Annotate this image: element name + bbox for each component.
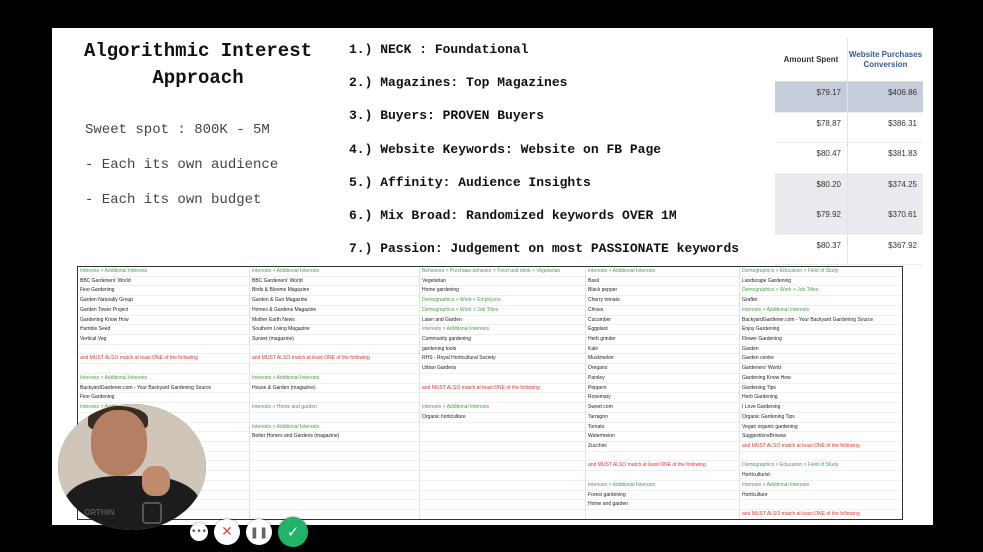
sheet-cell: Landscape Gardening (740, 277, 903, 287)
sheet-cell: Home and garden (586, 500, 739, 510)
amount-cell: $78.87 (816, 118, 841, 128)
step-item: 7.) Passion: Judgement on most PASSIONATE keywords (349, 241, 740, 257)
step-item: 6.) Mix Broad: Randomized keywords OVER 1M (349, 207, 677, 223)
webcam-overlay[interactable] (58, 404, 206, 530)
sheet-cell: Horticulture (740, 491, 903, 501)
sheet-cell (420, 374, 585, 384)
stats-table (775, 38, 923, 265)
sheet-cell: Gardeners' World (740, 364, 903, 374)
sheet-cell: and MUST ALSO match at least ONE of the following (250, 354, 419, 364)
sheet-cell: Interests > Additional Interests (740, 481, 903, 491)
sheet-cell: Birds & Blooms Magazine (250, 286, 419, 296)
sheet-cell (250, 442, 419, 452)
sheet-cell: Basil (586, 277, 739, 287)
sheet-cell: Fine Gardening (78, 286, 249, 296)
sheet-cell: Interests > Additional Interests (420, 403, 585, 413)
sheet-cell: Rosemary (586, 393, 739, 403)
presenter-hand (142, 466, 170, 496)
stats-row (775, 174, 923, 205)
sheet-cell: Horticulturist (740, 471, 903, 481)
step-item: 5.) Affinity: Audience Insights (349, 174, 591, 190)
sheet-cell: Behaviors > Purchase behavior > Food and drink > Vegetarian (420, 267, 585, 277)
sheet-column (420, 267, 586, 520)
sheet-cell: Vegan organic gardening (740, 423, 903, 433)
sheet-cell: and MUST ALSO match at least ONE of the following (78, 354, 249, 364)
sheet-cell (420, 423, 585, 433)
sheet-cell: BBC Gardeners' World (250, 277, 419, 287)
stats-header (775, 38, 923, 82)
step-item: 1.) NECK : Foundational (349, 42, 529, 57)
sheet-cell (250, 471, 419, 481)
sheet-cell: Tomato (586, 423, 739, 433)
sheet-cell (250, 481, 419, 491)
sheet-cell: I Love Gardening (740, 403, 903, 413)
sheet-cell (250, 393, 419, 403)
sheet-cell: Interests > Additional Interests (586, 481, 739, 491)
sheet-cell: Organic Gardening Tips (740, 413, 903, 423)
sheet-cell (78, 345, 249, 355)
sheet-cell: Interests > Additional Interests (250, 423, 419, 433)
amount-cell: $80.20 (816, 179, 841, 189)
sheet-cell: Urban Gardens (420, 364, 585, 374)
sheet-cell: Lawn and Garden (420, 316, 585, 326)
presenter-shirt (64, 476, 200, 530)
sheet-cell: Oregano (586, 364, 739, 374)
sheet-cell: Humble Seed (78, 325, 249, 335)
stats-row (775, 204, 923, 235)
sheet-cell: Enjoy Gardening (740, 325, 903, 335)
sheet-cell: Vegetarian (420, 277, 585, 287)
sheet-cell: BackyardGardener.com - Your Backyard Gardening Source (78, 384, 249, 394)
title-line-1: Algorithmic Interest (83, 40, 313, 62)
sheet-cell: Garden Naturally Group (78, 296, 249, 306)
sheet-cell: and MUST ALSO match at least ONE of the following (740, 510, 903, 520)
sheet-cell (420, 500, 585, 510)
sheet-cell: Garden Tower Project (78, 306, 249, 316)
sheet-cell: Interests > Additional Interests (740, 306, 903, 316)
sheet-cell: Interests > Additional Interests (250, 374, 419, 384)
sheet-cell (586, 471, 739, 481)
sheet-cell: gardening tools (420, 345, 585, 355)
finish-recording-button[interactable]: ✓ (278, 517, 308, 547)
sheet-cell: BBC Gardeners' World (78, 277, 249, 287)
sheet-column (250, 267, 420, 520)
slide-title (62, 38, 334, 92)
sheet-cell: Vertical Veg (78, 335, 249, 345)
sheet-cell: Demographics > Work > Job Titles (740, 286, 903, 296)
sheet-cell: Garden (740, 345, 903, 355)
amount-cell: $79.17 (816, 88, 841, 97)
purchases-cell: $367.92 (847, 235, 923, 265)
stats-row (775, 82, 923, 113)
sheet-cell (250, 345, 419, 355)
sheet-cell: SuggestionsBrowse (740, 432, 903, 442)
sheet-cell: Gardening Tips (740, 384, 903, 394)
notes-list (85, 121, 278, 226)
purchases-header: Website Purchases Conversion (847, 38, 923, 81)
sheet-cell (250, 452, 419, 462)
sheet-cell: Home gardening (420, 286, 585, 296)
sheet-cell: Southern Living Magazine (250, 325, 419, 335)
purchases-cell: $381.83 (847, 143, 923, 173)
sheet-cell (420, 393, 585, 403)
stats-row (775, 235, 923, 266)
sheet-cell: Gardening Know How (740, 374, 903, 384)
sheet-cell: Watermelon (586, 432, 739, 442)
sheet-cell: BackyardGardener.com - Your Backyard Gardening Source (740, 316, 903, 326)
sheet-cell: Cucumber (586, 316, 739, 326)
amount-spent-header: Amount Spent (783, 55, 839, 64)
sheet-cell (420, 510, 585, 520)
sheet-cell: RHS - Royal Horticultural Society (420, 354, 585, 364)
sheet-cell: Interests > Additional Interests (78, 267, 249, 277)
sheet-cell: Interests > Home and garden (250, 403, 419, 413)
discard-recording-button[interactable]: ✕ (214, 519, 240, 545)
note-audience: - Each its own audience (85, 157, 279, 173)
sheet-cell: Herb Gardening (740, 393, 903, 403)
title-line-2: Approach (152, 67, 244, 89)
sheet-cell: Better Homes and Gardens (magazine) (250, 432, 419, 442)
sheet-cell (78, 364, 249, 374)
sheet-cell: Sunset (magazine) (250, 335, 419, 345)
sheet-cell: Demographics > Work > Job Titles (420, 306, 585, 316)
sheet-cell: and MUST ALSO match at least ONE of the following (740, 442, 903, 452)
stats-row (775, 143, 923, 174)
sheet-cell: Interests > Additional Interests (250, 267, 419, 277)
sheet-cell: Demographics > Education > Field of Study (740, 461, 903, 471)
sheet-cell (586, 452, 739, 462)
shirt-text: ORTHIN (84, 508, 115, 517)
sheet-cell: Homes & Gardens Magazine (250, 306, 419, 316)
sheet-cell: Mother Earth News (250, 316, 419, 326)
sheet-cell (420, 491, 585, 501)
sheet-cell: Grafter (740, 296, 903, 306)
sheet-cell: Chives (586, 306, 739, 316)
sheet-cell: Forest gardening (586, 491, 739, 501)
sheet-cell: Gardening Know How (78, 316, 249, 326)
sheet-cell: Demographics > Work > Employers (420, 296, 585, 306)
sheet-cell: Herb grinder (586, 335, 739, 345)
sheet-column (586, 267, 740, 520)
sheet-cell (250, 413, 419, 423)
shirt-emblem-icon (142, 502, 162, 524)
sheet-cell: Interests > Additional Interests (78, 374, 249, 384)
more-options-button[interactable]: ••• (190, 523, 208, 541)
sheet-cell: Flower Gardening (740, 335, 903, 345)
sheet-cell (420, 481, 585, 491)
steps-list (349, 40, 739, 272)
sheet-cell: Muskmelon (586, 354, 739, 364)
pause-recording-button[interactable]: ❚❚ (246, 519, 272, 545)
sheet-cell (250, 364, 419, 374)
sheet-cell (420, 461, 585, 471)
note-budget: - Each its own budget (85, 192, 262, 208)
sheet-cell: Fine Gardening (78, 393, 249, 403)
sheet-cell: Organic horticulture (420, 413, 585, 423)
sheet-cell: Kale (586, 345, 739, 355)
sheet-cell: and MUST ALSO match at least ONE of the following (420, 384, 585, 394)
sheet-cell: House & Garden (magazine) (250, 384, 419, 394)
purchases-cell: $406.86 (847, 82, 923, 112)
sheet-cell: Tarragon (586, 413, 739, 423)
sheet-cell (420, 442, 585, 452)
sheet-cell: Parsley (586, 374, 739, 384)
sheet-cell (420, 452, 585, 462)
sheet-cell: Black pepper (586, 286, 739, 296)
stats-row (775, 113, 923, 144)
sheet-cell (740, 500, 903, 510)
sheet-cell: and MUST ALSO match at least ONE of the following (586, 461, 739, 471)
sheet-cell: Interests > Additional Interests (586, 267, 739, 277)
sheet-cell: Cherry tomato (586, 296, 739, 306)
presenter-face (91, 410, 147, 476)
sheet-cell: Garden & Gun Magazine (250, 296, 419, 306)
sheet-column (740, 267, 903, 520)
purchases-cell: $370.61 (847, 204, 923, 234)
sheet-cell: Interests > Additional Interests (420, 325, 585, 335)
sheet-cell (250, 461, 419, 471)
sheet-cell: Demographics > Education > Field of Study (740, 267, 903, 277)
purchases-cell: $374.25 (847, 174, 923, 204)
amount-cell: $80.47 (816, 149, 841, 158)
sheet-cell: Garden centre (740, 354, 903, 364)
sheet-cell (420, 432, 585, 442)
step-item: 2.) Magazines: Top Magazines (349, 75, 568, 91)
sheet-cell (250, 491, 419, 501)
sheet-cell (250, 500, 419, 510)
amount-cell: $79.92 (816, 210, 841, 219)
sheet-cell: Peppers (586, 384, 739, 394)
note-sweet-spot: Sweet spot : 800K - 5M (85, 122, 270, 138)
step-item: 4.) Website Keywords: Website on FB Page (349, 141, 662, 157)
sheet-cell: Zucchini (586, 442, 739, 452)
sheet-cell (586, 510, 739, 520)
sheet-cell: Eggplant (586, 325, 739, 335)
sheet-cell: Community gardening (420, 335, 585, 345)
recording-controls (190, 517, 314, 547)
step-item: 3.) Buyers: PROVEN Buyers (349, 108, 545, 124)
sheet-cell: Sweet corn (586, 403, 739, 413)
sheet-cell (740, 452, 903, 462)
amount-cell: $80.37 (816, 240, 841, 250)
sheet-cell (420, 471, 585, 481)
purchases-cell: $386.31 (847, 113, 923, 143)
